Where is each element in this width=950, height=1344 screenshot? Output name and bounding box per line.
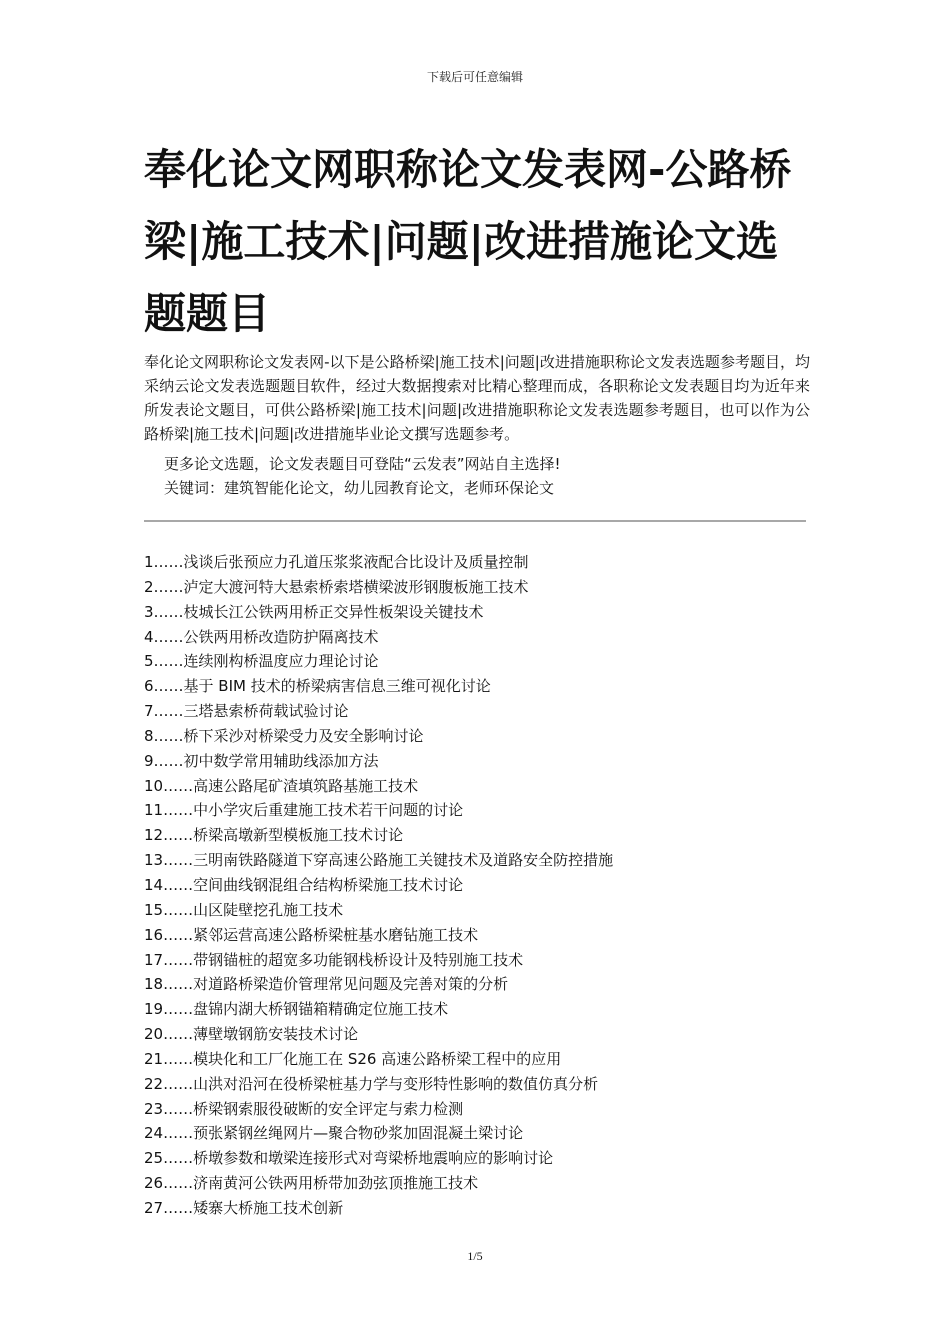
- topic-item: 3……枝城长江公铁两用桥正交异性板架设关键技术: [144, 602, 484, 621]
- header-note: 下载后可任意编辑: [426, 70, 523, 84]
- topic-item: 1……浅谈后张预应力孔道压浆浆液配合比设计及质量控制: [144, 553, 529, 571]
- topic-item: 21……模块化和工厂化施工在 S26 高速公路桥梁工程中的应用: [144, 1049, 562, 1068]
- keywords-line: 关键词：建筑智能化论文，幼儿园教育论文，老师环保论文: [164, 479, 555, 497]
- topic-item: 4……公铁两用桥改造防护隔离技术: [144, 627, 379, 646]
- page-number: 1/5: [467, 1249, 483, 1263]
- topic-item: 7……三塔悬索桥荷载试验讨论: [144, 702, 349, 721]
- topic-item: 13……三明南铁路隧道下穿高速公路施工关键技术及道路安全防控措施: [144, 851, 614, 870]
- topic-item: 17……带钢锚桩的超宽多功能钢栈桥设计及特别施工技术: [144, 950, 524, 969]
- topic-item: 27……矮寨大桥施工技术创新: [144, 1198, 344, 1217]
- topic-item: 18……对道路桥梁造价管理常见问题及完善对策的分析: [144, 975, 509, 994]
- topic-item: 26……济南黄河公铁两用桥带加劲弦顶推施工技术: [144, 1174, 479, 1193]
- intro-paragraph: 奉化论文网职称论文发表网-以下是公路桥梁|施工技术|问题|改进措施职称论文发表选题参考题目，均采纳云论文发表选题题目软件，经过大数据搜索对比精心整理而成，各职称论文发表题目均为近年来所发表论文题目，可供公路桥梁|施工技术|问题|改进措施职称论文发表选题参考题目，也可以作为公路桥梁|施工技术|问题|改进措施毕业论文撰写选题参考。: [144, 353, 810, 443]
- topic-item: 23……桥梁钢索服役破断的安全评定与索力检测: [144, 1099, 464, 1118]
- topic-item: 22……山洪对沿河在役桥梁桩基力学与变形特性影响的数值仿真分析: [144, 1074, 599, 1093]
- topic-list: [144, 550, 810, 1221]
- topic-item: 6……基于 BIM 技术的桥梁病害信息三维可视化讨论: [144, 677, 491, 696]
- topic-item: 10……高速公路尾矿渣填筑路基施工技术: [144, 776, 419, 795]
- topic-item: 5……连续刚构桥温度应力理论讨论: [144, 652, 379, 671]
- more-topics-note: 更多论文选题，论文发表题目可登陆“云发表”网站自主选择!: [164, 455, 561, 473]
- topic-item: 24……预张紧钢丝绳网片—聚合物砂浆加固混凝土梁讨论: [144, 1124, 524, 1143]
- topic-item: 15……山区陡壁挖孔施工技术: [144, 900, 344, 919]
- section-divider: [144, 520, 806, 522]
- topic-item: 8……桥下采沙对桥梁受力及安全影响讨论: [144, 726, 424, 745]
- topic-item: 11……中小学灾后重建施工技术若干问题的讨论: [144, 801, 464, 820]
- topic-item: 19……盘锦内湖大桥钢锚箱精确定位施工技术: [144, 1000, 449, 1019]
- topic-item: 12……桥梁高墩新型模板施工技术讨论: [144, 826, 404, 845]
- topic-item: 14……空间曲线钢混组合结构桥梁施工技术讨论: [144, 875, 464, 894]
- topic-item: 2……泸定大渡河特大悬索桥索塔横梁波形钢腹板施工技术: [144, 577, 529, 596]
- topic-item: 20……薄壁墩钢筋安装技术讨论: [144, 1025, 359, 1044]
- topic-item: 16……紧邻运营高速公路桥梁桩基水磨钻施工技术: [144, 925, 479, 944]
- topic-item: 9……初中数学常用辅助线添加方法: [144, 751, 379, 770]
- document-title: 奉化论文网职称论文发表网-公路桥梁|施工技术|问题|改进措施论文选题题目: [144, 145, 792, 338]
- topic-item: 25……桥墩参数和墩梁连接形式对弯梁桥地震响应的影响讨论: [144, 1149, 554, 1168]
